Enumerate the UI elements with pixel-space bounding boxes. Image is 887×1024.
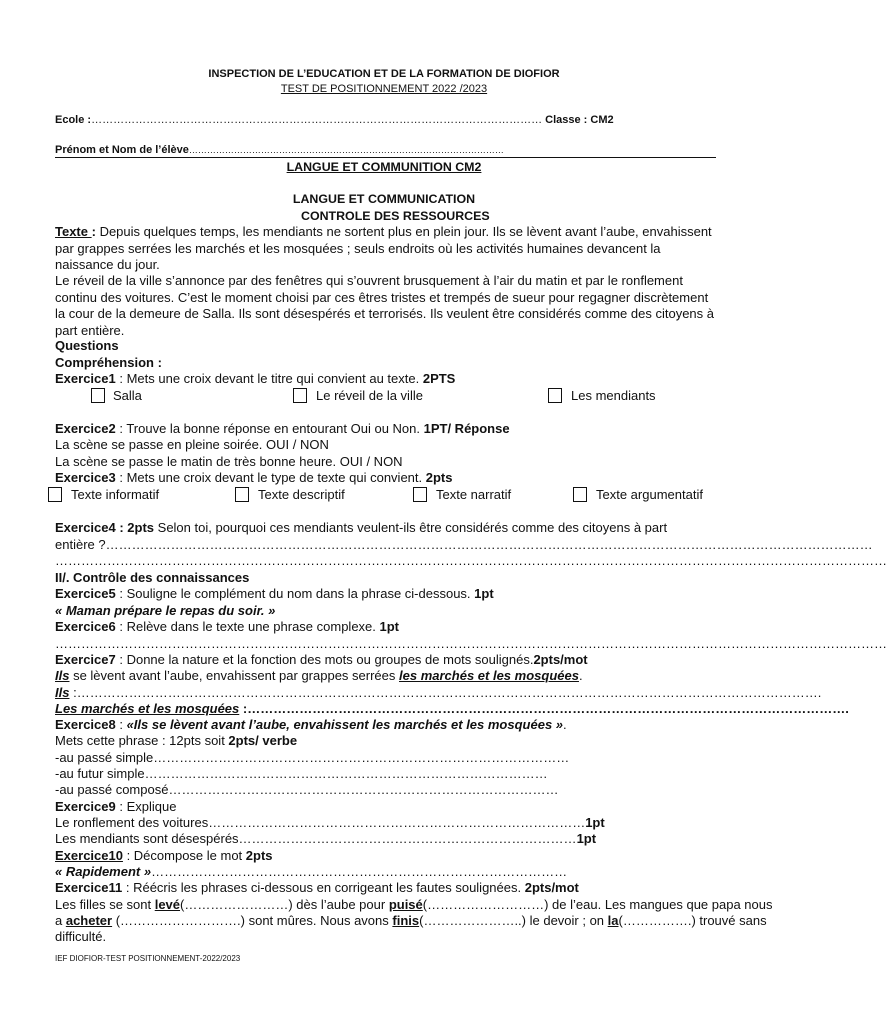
underlined-ils: Ils [55, 668, 70, 683]
exercice10-statement: Exercice10 : Décompose le mot 2pts [55, 848, 273, 863]
fault-la: la [607, 913, 619, 928]
option-mendiants: Les mendiants [571, 388, 656, 403]
exercice8-passe-compose: -au passé composé……………………………………………………………………………… [55, 782, 559, 797]
exercice7-answer-ils: Ils :………………………………………………………………………………………………………………………………………………………. [55, 685, 822, 700]
checkbox-salla[interactable] [91, 388, 105, 403]
exercice5-label: Exercice5 [55, 586, 116, 601]
exercice7-sentence: Ils se lèvent avant l’aube, envahissent par grappes serrées les marchés et les mosquées. [55, 668, 583, 683]
exercice7-answer-marches: Les marchés et les mosquées :…………………………………………………………………………………………………………………………. [55, 701, 849, 716]
checkbox-informatif[interactable] [48, 487, 62, 502]
exercice4-answer-line2: ………………………………………………………………………………………………………………………………………………………………………… [55, 553, 887, 568]
exercice4-answer-line1: entière ?…………………………………………………………………………………………………………………………………………………………… [55, 537, 873, 552]
texte-paragraph-1: Texte : Depuis quelques temps, les mendiants ne sortent plus en plein jour. Ils se lèvent avant l’aube, envahissent par grappes serrées les marchés et les mosquées ; seuls endroits où les activités humaines devancent la naissance du jour. [55, 224, 712, 272]
exercice4-statement: Exercice4 : 2pts Selon toi, pourquoi ces mendiants veulent-ils être considérés comme des citoyens à part [55, 520, 668, 535]
exercice11-line2: a acheter (……………………….) sont mûres. Nous avons finis(…………………..) le devoir ; on la(…………….) trouvé sans [55, 913, 767, 928]
exercice3-statement: Exercice3 : Mets une croix devant le type de texte qui convient. 2pts [55, 470, 453, 485]
eleve-dots: …………………………………………………………………………………………… [188, 145, 504, 155]
section-title: LANGUE ET COMMUNICATION [292, 192, 476, 206]
option-informatif: Texte informatif [71, 487, 160, 502]
inspection-title: INSPECTION DE L’EDUCATION ET DE LA FORMATION DE DIOFIOR [208, 68, 560, 80]
exercice2-label: Exercice2 [55, 421, 116, 436]
checkbox-narratif[interactable] [413, 487, 427, 502]
texte-paragraph-2: Le réveil de la ville s’annonce par des fenêtres qui s’ouvrent brusquement à l’air du matin et par le ronflement continu des voitures. C’est le moment choisi par ces êtres tristes et trempés de sueur pour regagner discrètement la cour de la demeure de Salla. Ils sont désespérés et terrorisés. Ils veulent être considérés comme des citoyens à part entière. [55, 273, 714, 338]
ecole-label: Ecole : [55, 114, 92, 126]
fault-leve: levé [154, 897, 181, 912]
exercice11-line1: Les filles se sont levé(……………………) dès l’aube pour puisé(………………………) de l’eau. Les mangues que papa nous [55, 897, 773, 912]
ecole-dots: …………………………………………………………………………………………………………… [91, 114, 543, 126]
exercice7-statement: Exercice7 : Donne la nature et la fonction des mots ou groupes de mots soulignés.2pts/mot [55, 652, 588, 667]
exercice5-sentence: « Maman prépare le repas du soir. » [55, 603, 276, 618]
header-divider [55, 157, 716, 158]
comprehension-heading: Compréhension : [55, 355, 162, 370]
eleve-label: Prénom et Nom de l’élève [55, 144, 189, 156]
exercice8-statement: Exercice8 : «Ils se lèvent avant l’aube, envahissent les marchés et les mosquées ». [55, 717, 567, 732]
checkbox-mendiants[interactable] [548, 388, 562, 403]
exercice9-statement: Exercice9 : Explique [55, 799, 177, 814]
exercice8-futur-simple: -au futur simple………………………………………………………………………………… [55, 766, 548, 781]
texte-label: Texte [55, 224, 92, 239]
exercice2-line2: La scène se passe le matin de très bonne heure. OUI / NON [55, 454, 403, 469]
exercice6-statement: Exercice6 : Relève dans le texte une phrase complexe. 1pt [55, 619, 399, 634]
checkbox-reveil-ville[interactable] [293, 388, 307, 403]
exercice10-label: Exercice10 [55, 848, 123, 863]
exercice9-line2: Les mendiants sont désespérés……………………………………………………………………1pt [55, 831, 597, 846]
ecole-line [55, 114, 614, 126]
option-narratif: Texte narratif [436, 487, 512, 502]
exercice6-answer-line: ………………………………………………………………………………………………………………………………………………………………………… [55, 636, 887, 651]
classe-label: Classe : CM2 [545, 114, 614, 126]
section-subtitle: CONTROLE DES RESSOURCES [301, 209, 490, 223]
option-salla: Salla [113, 388, 142, 403]
part2-heading: II/. Contrôle des connaissances [55, 570, 250, 585]
exercice2-statement: Exercice2 : Trouve la bonne réponse en entourant Oui ou Non. 1PT/ Réponse [55, 421, 510, 436]
exercice11-statement: Exercice11 : Réécris les phrases ci-dessous en corrigeant les fautes soulignées. 2pts/mot [55, 880, 579, 895]
option-reveil-ville: Le réveil de la ville [316, 388, 423, 403]
exercice8-instruction: Mets cette phrase : 12pts soit 2pts/ verbe [55, 733, 298, 748]
exercice1-label: Exercice1 [55, 371, 116, 386]
exercice3-label: Exercice3 [55, 470, 116, 485]
option-argumentatif: Texte argumentatif [596, 487, 703, 502]
questions-heading: Questions [55, 338, 119, 353]
underlined-marches: les marchés et les mosquées [399, 668, 579, 683]
eleve-line [55, 144, 504, 156]
exercice8-passe-simple: -au passé simple…………………………………………………………………………………… [55, 750, 570, 765]
texte-body-1: Depuis quelques temps, les mendiants ne sortent plus en plein jour. Ils se lèvent avant l’aube, envahissent par grappes serrées les marchés et les mosquées ; seuls endroits où les activités humaines devancent la naissance du jour. [55, 224, 712, 272]
exercice8-sentence: «Ils se lèvent avant l’aube, envahissent les marchés et les mosquées » [126, 717, 564, 732]
exercice5-statement: Exercice5 : Souligne le complément du nom dans la phrase ci-dessous. 1pt [55, 586, 494, 601]
fault-acheter: acheter [65, 913, 113, 928]
exercice10-word-line: « Rapidement »…………………………………………………………………………………… [55, 864, 568, 879]
exercice2-line1: La scène se passe en pleine soirée. OUI / NON [55, 437, 329, 452]
subject-title: LANGUE ET COMMUNITION CM2 [286, 160, 482, 174]
exercice11-label: Exercice11 [55, 880, 123, 895]
exercice1-statement: Exercice1 : Mets une croix devant le titre qui convient au texte. 2PTS [55, 371, 456, 386]
fault-finis: finis [392, 913, 420, 928]
page-footer: IEF DIOFIOR-TEST POSITIONNEMENT-2022/2023 [55, 954, 241, 963]
option-descriptif: Texte descriptif [258, 487, 345, 502]
exercice9-line1: Le ronflement des voitures……………………………………………………………………………1pt [55, 815, 605, 830]
exercice9-label: Exercice9 [55, 799, 116, 814]
exercice11-line3: difficulté. [55, 929, 107, 944]
exercice10-word: « Rapidement » [55, 864, 152, 879]
exercice8-label: Exercice8 [55, 717, 116, 732]
exercice6-label: Exercice6 [55, 619, 116, 634]
test-title: TEST DE POSITIONNEMENT 2022 /2023 [280, 83, 488, 95]
checkbox-descriptif[interactable] [235, 487, 249, 502]
fault-puise: puisé [388, 897, 423, 912]
checkbox-argumentatif[interactable] [573, 487, 587, 502]
exercice4-label: Exercice4 [55, 520, 116, 535]
exercice7-label: Exercice7 [55, 652, 116, 667]
